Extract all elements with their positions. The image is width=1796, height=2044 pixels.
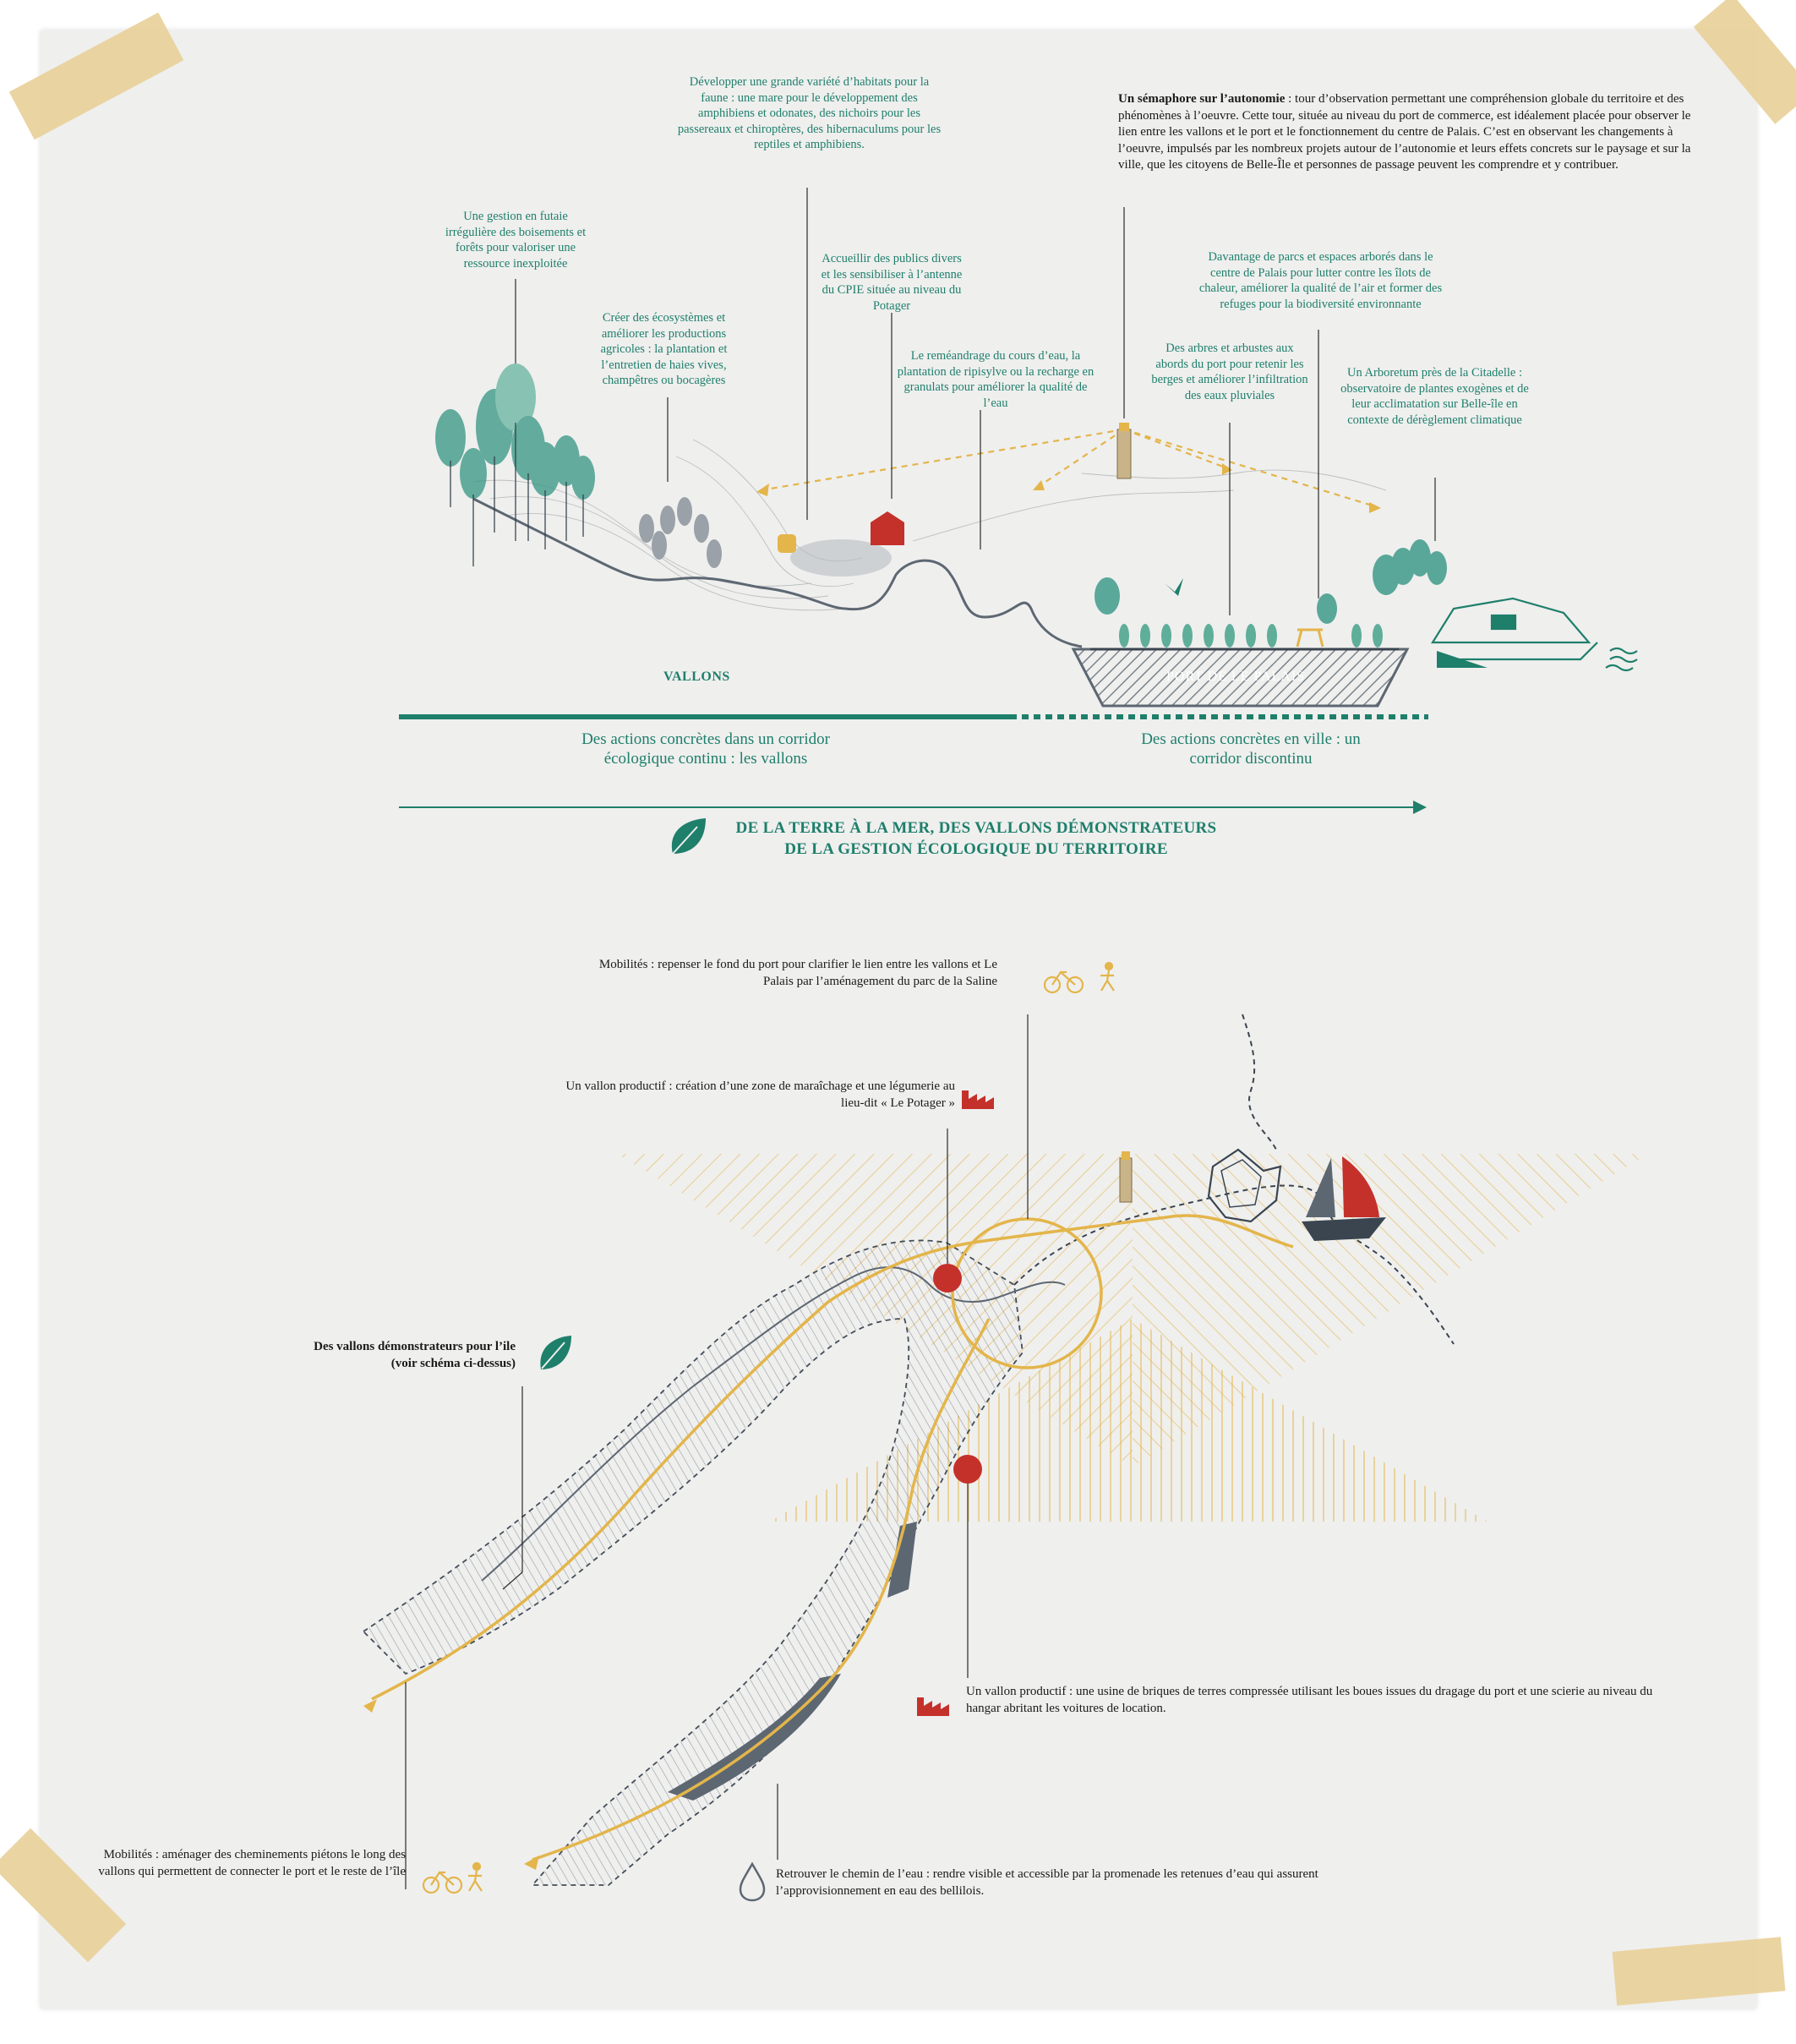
picnic-table-icon <box>1297 630 1323 647</box>
semaphore-tower-icon <box>1120 1151 1132 1202</box>
semaphore-tower-icon <box>1117 423 1131 478</box>
factory-marker <box>953 1455 982 1484</box>
annotation-arboretum: Un Arboretum près de la Citadelle : observatoire de plantes exogènes et de leur acclimatation sur Belle-île en contexte de dérèglement climatique <box>1340 366 1529 427</box>
barn-icon <box>871 511 904 545</box>
topographic-contours <box>473 440 1386 610</box>
annotation-publics: Accueillir des publics divers et les sensibiliser à l’antenne du CPIE située au niveau du Potager <box>821 252 963 313</box>
semaphore-view-lines <box>761 429 1378 507</box>
main-title-line1: DE LA TERRE À LA MER, DES VALLONS DÉMONSTRATEURS <box>735 819 1217 837</box>
potager-marker <box>933 1264 962 1293</box>
annotation-vallon-productif-1: Un vallon productif : création d’une zone de maraîchage et une légumerie au lieu-dit « Le Potager » <box>565 1079 955 1110</box>
semaphore-title: Un sémaphore sur l’autonomie <box>1118 92 1286 106</box>
annotation-futaie: Une gestion en futaie irrégulière des boisements et forêts pour valoriser une ressource inexploitée <box>445 210 587 271</box>
port-shrubs <box>1119 624 1383 648</box>
bird-icon <box>1165 578 1183 596</box>
band-right-text: Des actions concrètes en ville : un corridor discontinu <box>1141 730 1361 768</box>
semaphore-paragraph <box>1118 91 1710 174</box>
annotation-remeandrage: Le reméandrage du cours d’eau, la plantation de ripisylve ou la recharge en granulats pour améliorer la qualité de l’eau <box>897 349 1095 410</box>
path-arrow-2 <box>524 1855 539 1870</box>
beehive-icon <box>778 534 796 553</box>
annotation-habitats: Développer une grande variété d’habitats pour la faune : une mare pour le développement des amphibiens et odonates, des nichoirs pour les passereaux et chiroptères, des hibernaculums pour les reptiles et amphibiens. <box>677 75 942 151</box>
water-drop-icon <box>740 1864 764 1900</box>
port-label: PORT DE LE PALAIS <box>1166 669 1306 684</box>
citadel-icon <box>1433 598 1637 670</box>
main-title-line2: DE LA GESTION ÉCOLOGIQUE DU TERRITOIRE <box>784 840 1168 858</box>
annotation-arbres: Des arbres et arbustes aux abords du port pour retenir les berges et améliorer l’infiltration des eaux pluviales <box>1151 342 1308 402</box>
vallons-demo-line1: Des vallons démonstrateurs pour l’ile <box>314 1340 516 1353</box>
annotation-eau: Retrouver le chemin de l’eau : rendre visible et accessible par la promenade les retenues d’eau qui assurent l’approvisionnement en eau des bellilois. <box>776 1867 1318 1898</box>
semaphore-text: : tour d’observation permettant une compréhension globale du territoire et des phénomènes à l’oeuvre. Cette tour, située au niveau du port de commerce, est idéalement placée pour observer le lien entre les vallons et le port et le fonctionnement du centre de Palais. C’est en observant les changements à l’oeuvre, impulsés par les nombreux projets autour de l’autonomie et leurs effets concrets sur le paysage et sur la ville, que les citoyens de Belle-Île et personnes de passage peuvent les comprendre et y contribuer. <box>1118 92 1691 172</box>
vallons-demo-line2: (voir schéma ci-dessus) <box>390 1357 516 1370</box>
path-arrow-1 <box>363 1699 377 1713</box>
annotation-vallon-productif-2: Un vallon productif : une usine de briques de terres compressée utilisant les boues issues du dragage du port et une scierie au niveau du hangar abritant les voitures de location. <box>966 1685 1653 1715</box>
annotation-mobilites-bottom: Mobilités : aménager des cheminements piétons le long des vallons qui permettent de connecter le port et le reste de l’île <box>98 1848 406 1878</box>
city-trees <box>1095 539 1447 624</box>
leaf-icon <box>540 1336 571 1369</box>
river-line <box>473 499 1082 647</box>
band-left-text: Des actions concrètes dans un corridor écologique continu : les vallons <box>581 730 830 768</box>
annotation-mobilites-top: Mobilités : repenser le fond du port pour clarifier le lien entre les vallons et Le Palais par l’aménagement du parc de la Saline <box>598 958 997 988</box>
vallons-label: VALLONS <box>663 669 730 684</box>
annotation-ecosystemes: Créer des écosystèmes et améliorer les productions agricoles : la plantation et l’entretien de haies vives, champêtres ou bocagères <box>600 311 728 387</box>
hedge-trees <box>639 497 722 568</box>
annotation-parcs: Davantage de parcs et espaces arborés dans le centre de Palais pour lutter contre les îlots de chaleur, améliorer la qualité de l’air et former des refuges pour la biodiversité environnante <box>1198 250 1443 311</box>
leaf-icon <box>672 818 706 854</box>
